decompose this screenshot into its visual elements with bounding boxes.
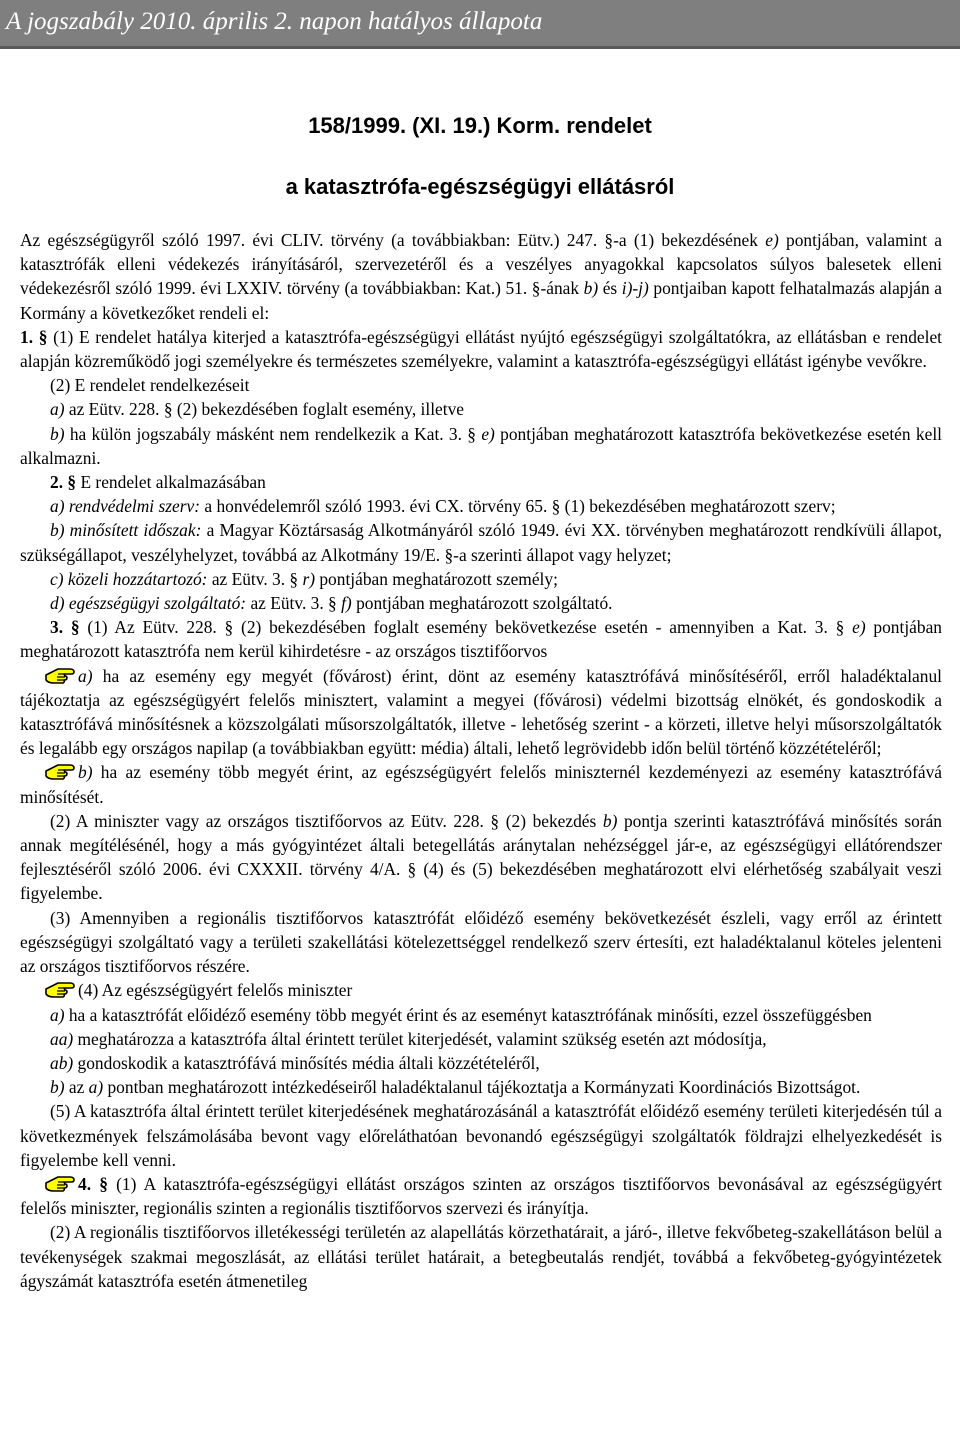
status-banner [0, 0, 960, 49]
pointing-hand-icon [44, 666, 76, 686]
document-number: 158/1999. (XI. 19.) Korm. rendelet [308, 113, 652, 138]
text-segment: az Eütv. 228. § (2) bekezdésében foglalt esemény, illetve [64, 399, 465, 420]
paragraph [20, 760, 942, 808]
text-segment: 3. § [50, 617, 80, 638]
paragraph [20, 1051, 942, 1075]
text-segment: az Eütv. 3. § [207, 568, 303, 589]
paragraph [20, 615, 942, 663]
paragraph [20, 906, 942, 979]
text-segment: f) [341, 593, 352, 614]
text-segment: a) rendvédelmi szerv: [50, 496, 201, 517]
text-segment: pontjában meghatározott szolgáltató. [351, 593, 613, 614]
paragraph [20, 422, 942, 470]
text-segment: e) [481, 423, 495, 444]
paragraph [20, 1003, 942, 1027]
text-segment: b) [50, 1077, 65, 1098]
text-segment: aa) [50, 1028, 74, 1049]
text-segment: (2) A regionális tisztifőorvos illetékességi területén az alapellátás körzethatárait, a járó-, illetve fekvőbeteg-szakellátáson belül a tevékenységek szakmai megoszlását, az ellátási terület határait, a betegbeutalás rendjét, továbbá a fekvőbeteg-gyógyintézetek ágyszámát katasztrófa esetén átmenetileg [20, 1222, 942, 1291]
paragraph [20, 494, 942, 518]
text-segment: Az egészségügyről szóló 1997. évi CLIV. törvény (a továbbiakban: Eütv.) 247. §-a (1) bekezdésének [20, 230, 766, 250]
text-segment: pontja szerinti katasztrófává minősítés során annak megítélésénél, hogy a más gyógyintézet általi betegellátás aránytalan nehézséggel jár-e, az egészségügyi ellátórendszer fejlesztéséről szóló 2006. évi CXXXII. törvény 4/A. § (4) és (5) bekezdésében meghatározott elvi elérhetőség szabályait veszi figyelembe. [20, 810, 942, 904]
text-segment: (1) E rendelet hatálya kiterjed a katasztrófa-egészségügyi ellátást nyújtó egészségügyi szolgáltatókra, az ellátásban e rendelet alapján közreműködő jogi személyekre és természetes személyekre, valamint a katasztrófa-egészségügyi ellátást igénybe vevőkre. [20, 326, 942, 372]
banner-text: A jogszabály 2010. április 2. napon hatályos állapota [6, 8, 543, 35]
text-segment: (2) A miniszter vagy az országos tisztifőorvos az Eütv. 228. § (2) bekezdés [50, 810, 603, 831]
text-segment: gondoskodik a katasztrófává minősítés média általi közzétételéről, [73, 1052, 540, 1073]
text-segment: a) [78, 665, 93, 686]
text-segment: pontban meghatározott intézkedéseiről haladéktalanul tájékoztatja a Kormányzati Koordinációs Bizottságot. [103, 1077, 861, 1098]
text-segment: az [64, 1077, 89, 1098]
text-segment: az Eütv. 3. § [246, 593, 342, 614]
text-segment: ha az esemény egy megyét (fővárost) érint, dönt az esemény katasztrófává minősítéséről, erről haladéktalanul tájékoztatja az egészségügyért felelős minisztert, valamint a megyei (fővárosi) védelmi bizottság elnökét, és gondoskodik a katasztrófává minősítésnek a közszolgálati műsorszolgáltatók, illetve - lehetőség szerint - a körzeti, illetve helyi műsorszolgáltatók és legalább egy országos napilap (a továbbiakban együtt: média) általi, lehető legrövidebb időn belül történő közzétételéről; [20, 665, 942, 759]
text-segment: e) [765, 230, 779, 250]
text-segment: a) [88, 1077, 104, 1098]
text-segment: pontjában, valamint a katasztrófák elleni védekezés irányításáról, szervezetéről és a veszélyes anyagokkal kapcsolatos súlyos balesetek elleni védekezésről szóló 1999. évi LXXIV. törvény (a továbbiakban: Kat.) 51. §-ának [20, 230, 942, 299]
paragraph [20, 397, 942, 421]
pointing-hand-icon [44, 762, 76, 782]
text-segment: 4. § [78, 1173, 108, 1194]
paragraph [20, 518, 942, 566]
text-segment: b) [583, 278, 599, 299]
text-segment: 1. § [20, 326, 48, 347]
text-segment: (3) Amennyiben a regionális tisztifőorvos katasztrófát előidéző esemény bekövetkezését észleli, vagy erről az érintett egészségügyi szolgáltató vagy a területi szakellátási kötelezettséggel rendelkező szerv értesíti, ezt haladéktalanul köteles jelenteni az országos tisztifőorvos részére. [20, 907, 942, 977]
paragraph [20, 567, 942, 591]
paragraph [20, 373, 942, 397]
text-segment: ha külön jogszabály másként nem rendelkezik a Kat. 3. § [64, 423, 482, 444]
paragraph [20, 1027, 942, 1051]
pointing-hand-icon [44, 980, 76, 1000]
text-segment: (1) Az Eütv. 228. § (2) bekezdésében foglalt esemény bekövetkezése esetén - amennyiben a Kat. 3. § [79, 617, 853, 638]
paragraph [20, 591, 942, 615]
text-segment: meghatározza a katasztrófa által érintett terület kiterjedését, valamint szükség esetén azt módosítja, [73, 1028, 767, 1049]
text-segment: (4) Az egészségügyért felelős miniszter [78, 980, 353, 1001]
text-segment: (5) A katasztrófa által érintett terület kiterjedésének meghatározásánál a katasztrófát előidéző esemény területi kiterjedésén túl a következmények felszámolásába bevont vagy előreláthatóan bevonandó egészségügyi szolgáltatók földrajzi elhelyezkedését is figyelembe kell venni. [20, 1101, 942, 1170]
text-segment: c) közeli hozzátartozó: [50, 568, 208, 589]
paragraph [20, 1075, 942, 1099]
paragraph [20, 1172, 942, 1220]
paragraph [20, 809, 942, 906]
text-segment: ha a katasztrófát előidéző esemény több megyét érint és az eseményt katasztrófának minősíti, ezzel összefüggésben [64, 1004, 872, 1025]
paragraph [20, 470, 942, 494]
paragraph [20, 228, 942, 325]
text-segment: r) [302, 568, 316, 589]
paragraph [20, 325, 942, 373]
text-segment: ha az esemény több megyét érint, az egészségügyért felelős miniszternél kezdeményezi az esemény katasztrófává minősítését. [20, 762, 942, 807]
text-segment: pontjában meghatározott katasztrófa bekövetkezése esetén kell alkalmazni. [20, 423, 942, 468]
text-segment: a) [50, 1004, 65, 1025]
text-segment: és [598, 278, 622, 299]
text-segment: e) [852, 617, 866, 638]
pointing-hand-icon [44, 1174, 76, 1194]
document-title: a katasztrófa-egészségügyi ellátásról [285, 174, 675, 199]
text-segment: 2. § [50, 472, 77, 493]
text-segment: a Magyar Köztársaság Alkotmányáról szóló 1949. évi XX. törvényben meghatározott rendkívüli állapot, szükségállapot, veszélyhelyzet, továbbá az Alkotmány 19/E. §-a szerinti állapot vagy helyzet; [20, 520, 943, 565]
text-segment: d) egészségügyi szolgáltató: [50, 593, 247, 614]
text-segment: a honvédelemről szóló 1993. évi CX. törvény 65. § (1) bekezdésében meghatározott szerv; [200, 496, 836, 517]
text-segment: b) minősített időszak: [50, 520, 202, 541]
text-segment: b) [78, 762, 93, 783]
text-segment: b) [602, 810, 618, 831]
text-segment: b) [50, 423, 65, 444]
text-segment: (2) E rendelet rendelkezéseit [50, 375, 250, 396]
text-segment: pontjában meghatározott személy; [315, 568, 558, 589]
paragraph [20, 664, 942, 761]
text-segment: E rendelet alkalmazásában [76, 472, 266, 493]
text-segment: a) [50, 399, 65, 420]
paragraph [20, 978, 942, 1002]
text-segment: pontjaiban kapott felhatalmazás alapján a Kormány a következőket rendeli el: [20, 278, 943, 323]
text-segment: pontjában meghatározott katasztrófa nem kerül kihirdetésre - az országos tisztifőorvos [20, 617, 942, 662]
text-segment: (1) A katasztrófa-egészségügyi ellátást országos szinten az országos tisztifőorvos bevonásával az egészségügyért felelős miniszter, regionális szinten a regionális tisztifőorvos szervezi és irányítja. [20, 1173, 942, 1219]
paragraph [20, 1099, 942, 1172]
paragraph [20, 1220, 942, 1293]
text-segment: i)-j) [621, 278, 649, 299]
text-segment: ab) [50, 1052, 74, 1073]
document-body [20, 228, 942, 1293]
